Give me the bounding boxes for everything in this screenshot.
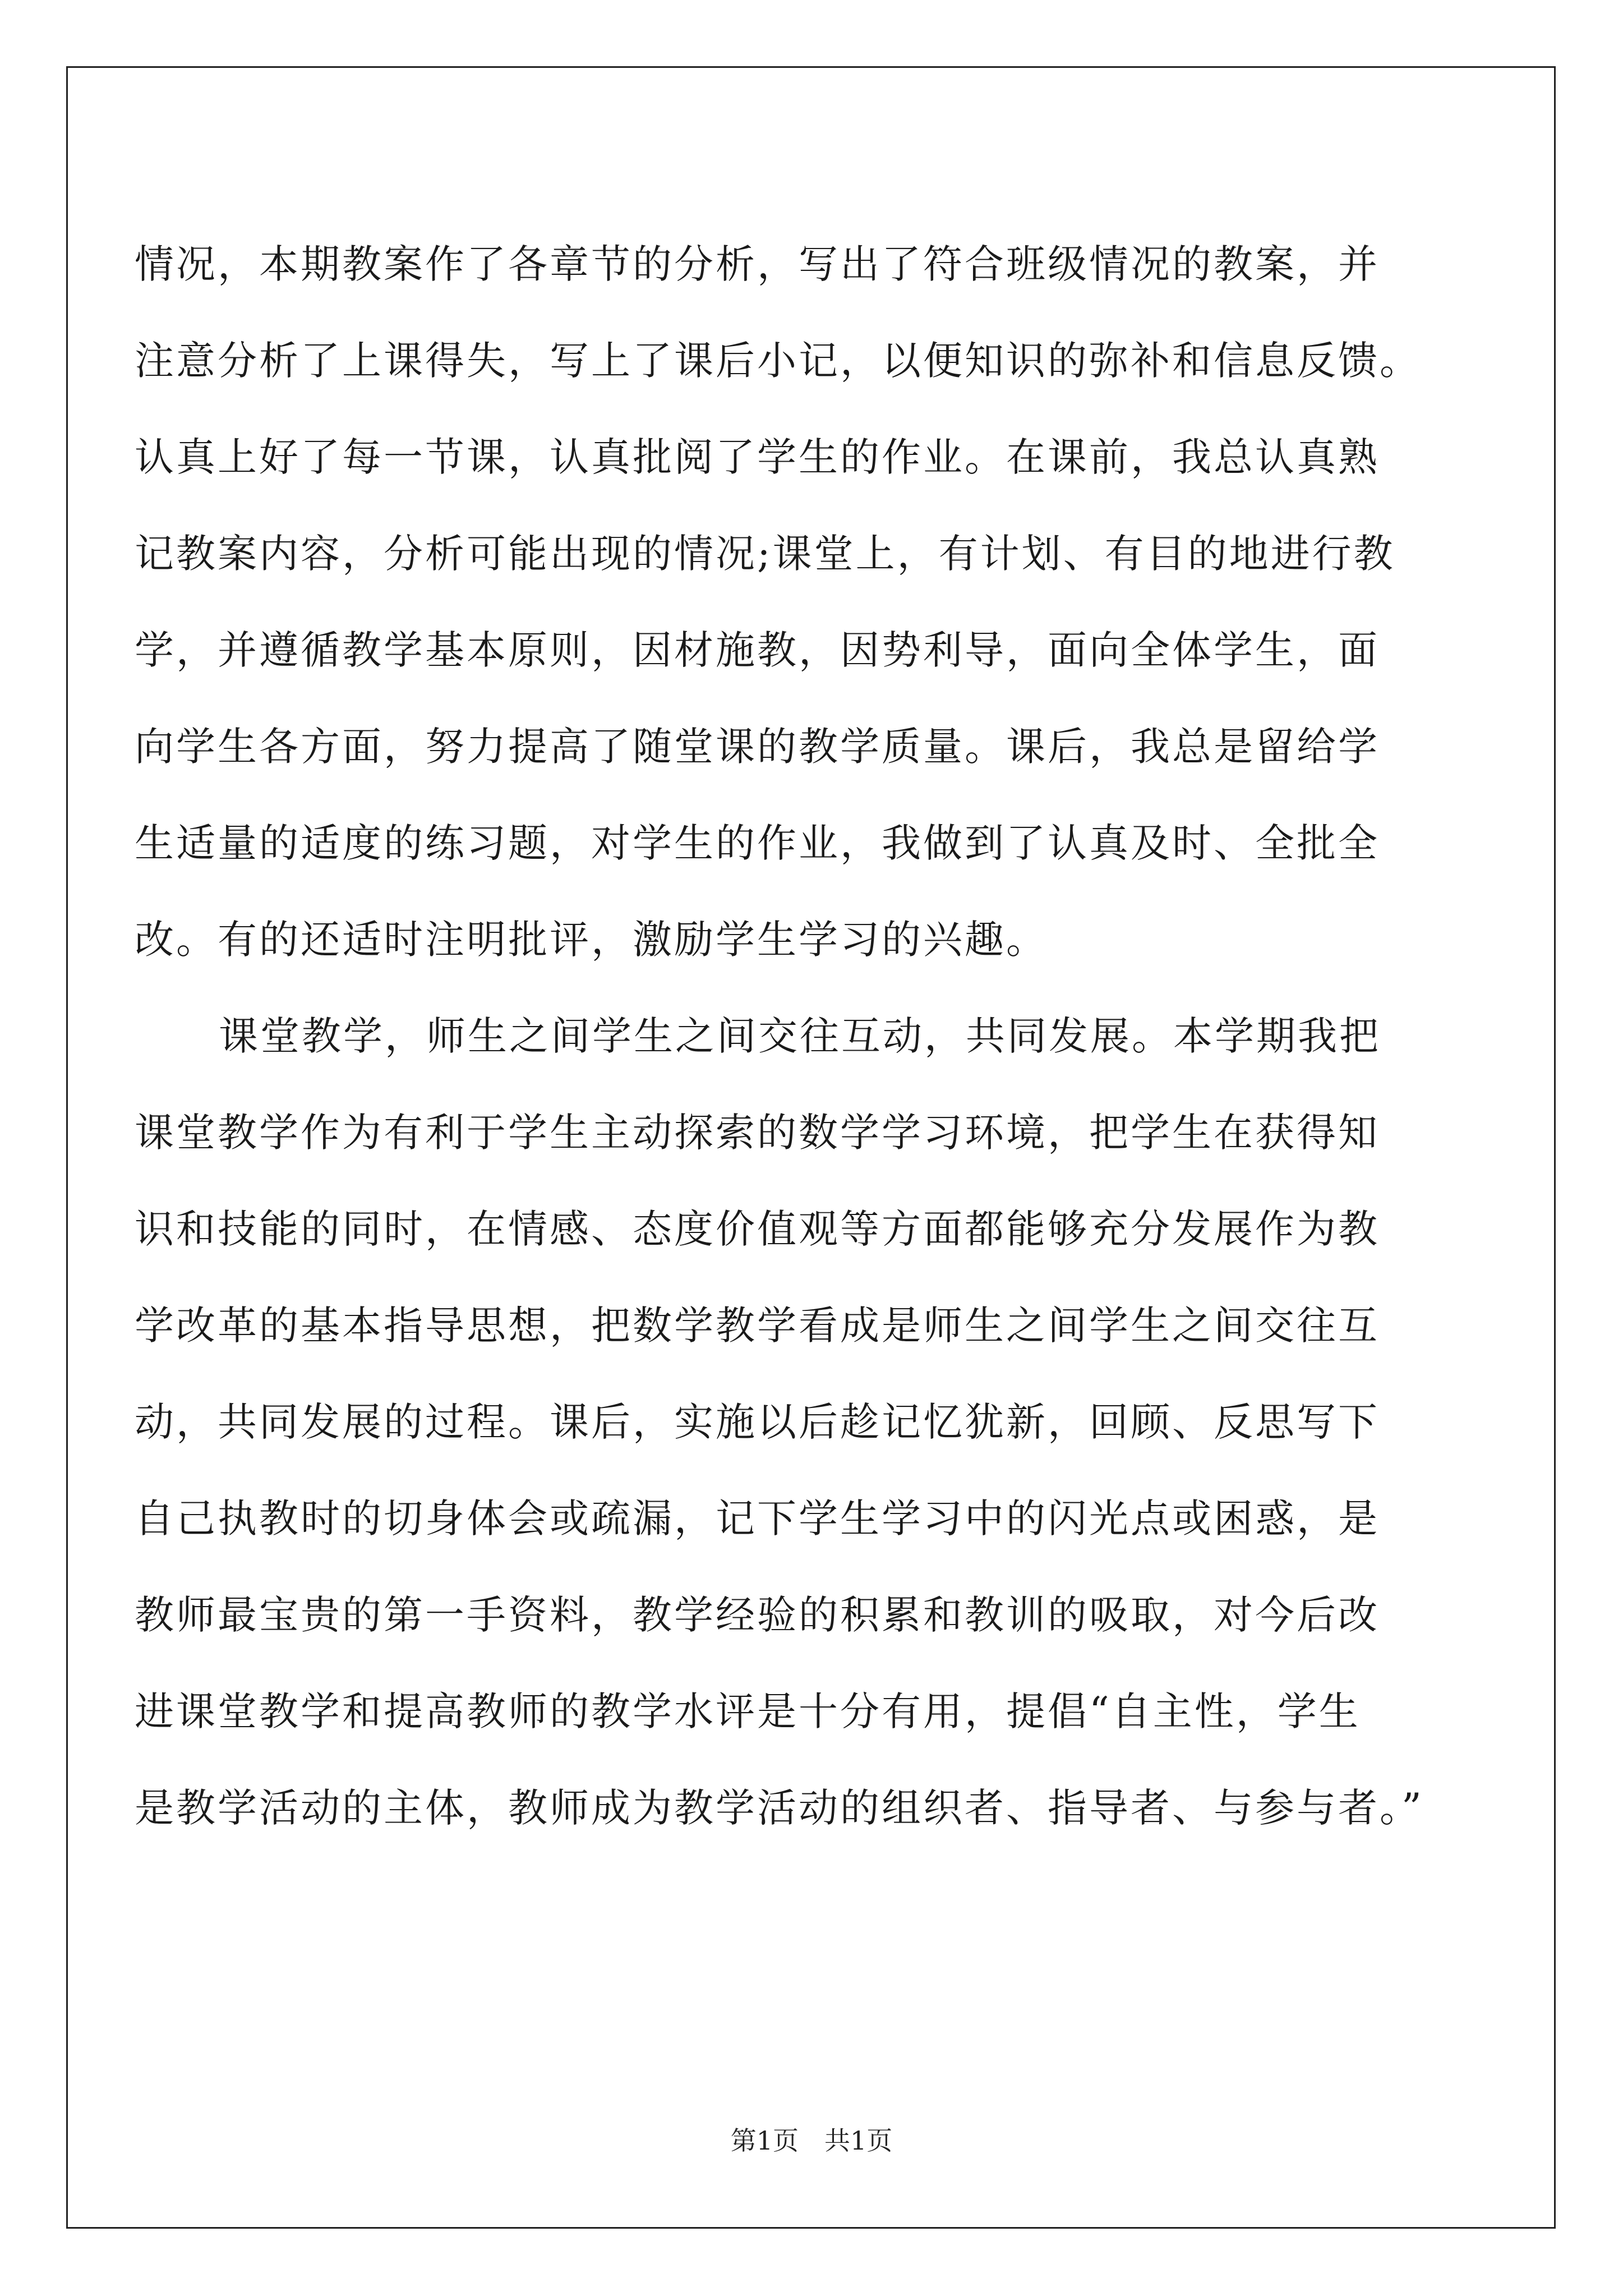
text-line: 生适量的适度的练习题，对学生的作业，我做到了认真及时、全批全 [135, 820, 1380, 866]
paragraph-first-line: 课堂教学，师生之间学生之间交往互动，共同发展。本学期我把 [219, 1013, 1381, 1059]
text-line: 认真上好了每一节课，认真批阅了学生的作业。在课前，我总认真熟 [135, 434, 1380, 480]
text-line: 改。有的还适时注明批评，激励学生学习的兴趣。 [135, 917, 1048, 963]
text-line: 自己执教时的切身体会或疏漏，记下学生学习中的闪光点或困惑，是 [135, 1496, 1380, 1542]
text-line: 情况，本期教案作了各章节的分析，写出了符合班级情况的教案，并 [135, 241, 1380, 287]
document-body [135, 216, 1447, 1856]
text-line: 学，并遵循教学基本原则，因材施教，因势利导，面向全体学生，面 [135, 627, 1380, 673]
text-line: 是教学活动的主体，教师成为教学活动的组织者、指导者、与参与者。” [135, 1785, 1424, 1831]
text-line: 记教案内容，分析可能出现的情况;课堂上，有计划、有目的地进行教 [135, 531, 1395, 577]
text-line: 动，共同发展的过程。课后，实施以后趁记忆犹新，回顾、反思写下 [135, 1399, 1380, 1445]
text-line: 识和技能的同时，在情感、态度价值观等方面都能够充分发展作为教 [135, 1206, 1380, 1252]
text-line: 向学生各方面，努力提高了随堂课的教学质量。课后，我总是留给学 [135, 724, 1380, 770]
text-line: 教师最宝贵的第一手资料，教学经验的积累和教训的吸取，对今后改 [135, 1592, 1380, 1638]
page-number-footer: 第1页 共1页 [730, 2125, 893, 2156]
text-line: 学改革的基本指导思想，把数学教学看成是师生之间学生之间交往互 [135, 1303, 1380, 1349]
text-line: 课堂教学作为有利于学生主动探索的数学学习环境，把学生在获得知 [135, 1110, 1380, 1156]
text-line: 注意分析了上课得失，写上了课后小记，以便知识的弥补和信息反馈。 [135, 338, 1421, 384]
text-line: 进课堂教学和提高教师的教学水评是十分有用，提倡“自主性，学生 [135, 1688, 1361, 1734]
